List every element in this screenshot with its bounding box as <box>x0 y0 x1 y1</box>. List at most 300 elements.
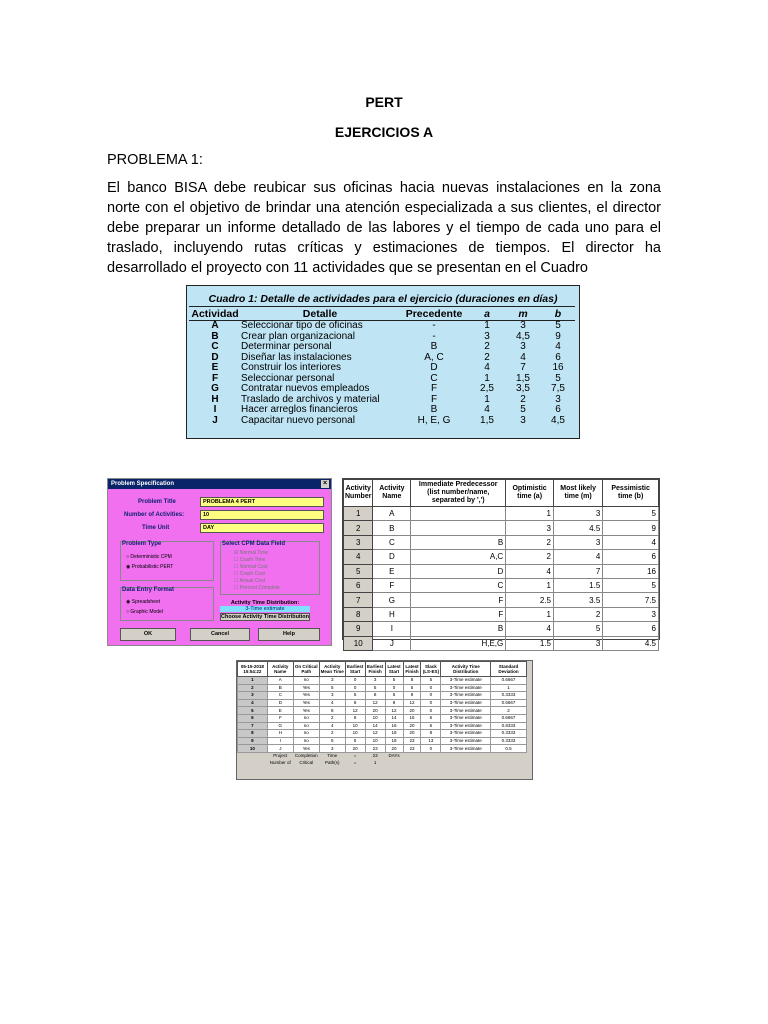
sheet-cell[interactable]: H <box>373 607 411 621</box>
cuadro-cell: 4,5 <box>551 414 565 426</box>
cuadro-cell: Hacer arreglos financieros <box>241 404 358 415</box>
cuadro-header: b <box>541 307 575 321</box>
results-cell: 3-Time estimate <box>441 699 491 707</box>
cuadro-cell: 4 <box>555 341 561 352</box>
sheet-cell[interactable]: G <box>373 593 411 607</box>
results-cell: 3 <box>319 745 345 753</box>
cuadro-caption: Cuadro 1: Detalle de actividades para el ejercicio (duraciones en días) <box>208 293 558 305</box>
cuadro-cell: B <box>430 341 438 352</box>
results-cell: 8 <box>421 730 441 738</box>
cuadro-cell: 1,5 <box>516 372 530 384</box>
results-cell: 3-Time estimate <box>441 714 491 722</box>
results-cell: 0.3333 <box>491 737 527 745</box>
sheet-cell[interactable]: 7.5 <box>603 593 659 607</box>
cuadro-cell: 2 <box>484 351 490 363</box>
sheet-cell[interactable]: B <box>411 535 506 549</box>
sheet-cell[interactable]: 4 <box>506 622 554 636</box>
results-header-row <box>238 662 527 677</box>
table-row <box>238 722 527 730</box>
results-cell: 5 <box>385 692 403 700</box>
results-cell: 10 <box>365 714 385 722</box>
sheet-cell[interactable]: 4.5 <box>553 521 602 535</box>
sheet-header: Activity Number <box>344 480 373 507</box>
cuadro-cell: - <box>432 330 436 342</box>
cuadro-row <box>189 384 575 395</box>
cuadro-header: Actividad <box>189 307 241 321</box>
table-row <box>344 550 659 564</box>
crash-time-checkbox[interactable]: ☐ Crash Time <box>234 557 266 563</box>
cuadro-cell: F <box>211 372 219 384</box>
sheet-cell[interactable]: 1 <box>506 607 554 621</box>
sheet-cell[interactable]: 1 <box>506 578 554 592</box>
cuadro-cell: C <box>430 372 438 384</box>
cuadro-cell: 4 <box>484 404 490 415</box>
cuadro-cell: I <box>213 404 217 415</box>
row-number: 2 <box>344 521 373 535</box>
table-row <box>344 593 659 607</box>
radio-label: Probabilistic PERT <box>131 564 174 570</box>
checkbox-label: Crash Cost <box>239 571 265 577</box>
sheet-cell[interactable]: 2 <box>506 535 554 549</box>
results-footer-row <box>238 760 527 767</box>
table-row <box>238 707 527 715</box>
num-activities-label: Number of Activities: <box>124 512 185 518</box>
sheet-cell[interactable]: 2 <box>553 607 602 621</box>
activity-table <box>343 479 659 651</box>
table-row <box>238 684 527 692</box>
ok-button[interactable]: OK <box>120 628 176 641</box>
crash-cost-checkbox[interactable]: ☐ Crash Cost <box>234 571 265 577</box>
results-cell: 3 <box>365 677 385 685</box>
table-row <box>344 578 659 592</box>
results-cell: 5 <box>319 737 345 745</box>
results-cell: no <box>293 714 319 722</box>
results-cell: A <box>267 677 293 685</box>
results-cell: 23 <box>403 737 421 745</box>
table-row <box>344 507 659 521</box>
results-cell: 2 <box>319 714 345 722</box>
cuadro-cell: A, C <box>424 351 444 363</box>
percent-complete-checkbox[interactable]: ☐ Percent Complete <box>234 585 280 591</box>
results-cell: 18 <box>385 737 403 745</box>
sheet-cell[interactable]: 2.5 <box>506 593 554 607</box>
cuadro-cell: Seleccionar personal <box>241 372 335 384</box>
row-number: 3 <box>344 535 373 549</box>
results-cell: 6 <box>421 714 441 722</box>
results-cell: Yes <box>293 745 319 753</box>
table-row <box>238 677 527 685</box>
results-table <box>237 661 527 766</box>
footer-cell: Path(s) <box>319 760 345 767</box>
results-cell: 8 <box>385 699 403 707</box>
sheet-cell[interactable]: 4 <box>553 550 602 564</box>
cuadro-cell: 3,5 <box>516 383 530 394</box>
cuadro-cell: 6 <box>555 404 561 415</box>
cuadro-cell: - <box>432 320 436 331</box>
cuadro-cell: 3 <box>520 414 526 426</box>
sheet-cell[interactable]: 3 <box>553 535 602 549</box>
results-cell: 14 <box>385 714 403 722</box>
results-cell: 0.6667 <box>491 677 527 685</box>
sheet-cell[interactable]: 1.5 <box>553 578 602 592</box>
cuadro-1-image <box>186 285 580 439</box>
sheet-cell[interactable]: 1 <box>506 507 554 521</box>
table-row <box>238 699 527 707</box>
cuadro-cell: Determinar personal <box>241 341 332 352</box>
results-cell: 10 <box>365 737 385 745</box>
results-cell: 5 <box>403 684 421 692</box>
checkbox-label: Normal Time <box>239 550 269 556</box>
cuadro-cell: 2,5 <box>480 383 494 394</box>
results-cell: C <box>267 692 293 700</box>
results-cell: 20 <box>385 745 403 753</box>
cuadro-cell: Contratar nuevos empleados <box>241 383 370 394</box>
table-row <box>344 607 659 621</box>
results-cell: Yes <box>293 707 319 715</box>
results-cell: I <box>267 737 293 745</box>
row-number: 4 <box>238 699 268 707</box>
cpm-field-label: Select CPM Data Field <box>222 541 286 547</box>
cuadro-cell: 1 <box>484 320 490 331</box>
cuadro-row <box>189 342 575 353</box>
spreadsheet-radio[interactable]: ◉ Spreadsheet <box>126 599 161 605</box>
cuadro-cell: E <box>211 362 219 373</box>
sheet-cell[interactable]: 5 <box>603 507 659 521</box>
row-number: 7 <box>344 593 373 607</box>
row-number: 10 <box>238 745 268 753</box>
results-cell: 14 <box>365 722 385 730</box>
probabilistic-pert-radio[interactable]: ◉ Probabilistic PERT <box>126 564 174 570</box>
results-cell: no <box>293 737 319 745</box>
results-cell: Yes <box>293 692 319 700</box>
sheet-cell[interactable]: 4 <box>506 564 554 578</box>
cuadro-header: Detalle <box>241 307 399 321</box>
activity-time-distribution <box>220 600 310 621</box>
sheet-cell[interactable]: I <box>373 622 411 636</box>
sheet-cell[interactable]: 3 <box>603 607 659 621</box>
cuadro-cell: H, E, G <box>417 414 451 426</box>
results-header: Activity Time Distribution <box>441 662 491 677</box>
results-cell: 2 <box>319 730 345 738</box>
sheet-cell[interactable] <box>411 507 506 521</box>
problem-paragraph <box>107 178 661 278</box>
table-row <box>238 730 527 738</box>
results-cell: 8 <box>403 692 421 700</box>
sheet-cell[interactable]: 9 <box>603 521 659 535</box>
table-row <box>238 745 527 753</box>
cuadro-cell: 2 <box>520 393 526 405</box>
results-cell: 20 <box>365 707 385 715</box>
sheet-cell[interactable] <box>411 521 506 535</box>
sheet-cell[interactable]: 7 <box>553 564 602 578</box>
results-cell: 0.6667 <box>491 699 527 707</box>
row-number: 5 <box>344 564 373 578</box>
cuadro-cell: C <box>211 341 219 352</box>
blank-cell <box>238 752 268 759</box>
sheet-cell[interactable]: F <box>373 578 411 592</box>
cuadro-cell: 9 <box>555 330 561 342</box>
problem-type-label: Problem Type <box>122 541 162 547</box>
sheet-cell[interactable]: 3 <box>506 521 554 535</box>
sheet-cell[interactable]: 16 <box>603 564 659 578</box>
sheet-cell[interactable]: F <box>411 593 506 607</box>
paragraph-line: debe preparar un informe detallado de las labores y el tiempo de cada uno para el <box>107 220 661 236</box>
cuadro-cell: 4 <box>520 351 526 363</box>
sheet-cell[interactable]: 3 <box>553 507 602 521</box>
sheet-cell[interactable]: B <box>373 521 411 535</box>
deterministic-cpm-radio[interactable]: ○ Deterministic CPM <box>126 554 172 560</box>
graphic-model-radio[interactable]: ○ Graphic Model <box>126 609 163 615</box>
results-cell: 0 <box>345 677 365 685</box>
cuadro-cell: 16 <box>552 362 564 373</box>
checkbox-label: Normal Cost <box>239 564 268 570</box>
results-header: Activity Name <box>267 662 293 677</box>
results-header: Latest Start <box>385 662 403 677</box>
checkbox-label: Actual Cost <box>239 578 266 584</box>
atd-label: Activity Time Distribution: <box>230 600 300 606</box>
cuadro-cell: B <box>211 330 219 342</box>
blank-cell <box>403 752 526 759</box>
choose-atd-button[interactable]: Choose Activity Time Distribution <box>221 614 310 620</box>
cuadro-cell: 7,5 <box>551 383 565 394</box>
atd-value: 3-Time estimate <box>220 606 310 612</box>
results-cell: 3-Time estimate <box>441 707 491 715</box>
cancel-button[interactable]: Cancel <box>190 628 250 641</box>
paragraph-line: traslado, incluyendo rutas críticas y estimaciones de tiempos. El director ha <box>107 240 661 256</box>
results-cell: 5 <box>345 737 365 745</box>
results-cell: no <box>293 730 319 738</box>
results-cell: 13 <box>421 737 441 745</box>
cuadro-cell: 1 <box>484 372 490 384</box>
paragraph-line: El banco BISA debe reubicar sus oficinas hacia nuevas instalaciones en la zona <box>107 180 661 196</box>
cuadro-cell: 4 <box>484 362 490 373</box>
sheet-cell[interactable]: C <box>373 535 411 549</box>
sheet-cell[interactable]: D <box>373 550 411 564</box>
sheet-cell[interactable]: E <box>373 564 411 578</box>
row-number: 8 <box>238 730 268 738</box>
num-activities-input[interactable]: 10 <box>200 510 324 520</box>
results-cell: 0.8333 <box>491 722 527 730</box>
row-number: 8 <box>344 607 373 621</box>
results-cell: 0 <box>385 684 403 692</box>
sheet-cell[interactable]: B <box>411 622 506 636</box>
cuadro-row <box>189 416 575 427</box>
footer-cell: Completion <box>294 753 318 759</box>
results-cell: 18 <box>385 730 403 738</box>
sheet-header-row <box>344 480 659 507</box>
results-cell: 0.5 <box>491 745 527 753</box>
cuadro-row <box>189 321 575 332</box>
footer-cell: DAYs <box>385 752 403 759</box>
results-cell: 20 <box>403 707 421 715</box>
row-number: 3 <box>238 692 268 700</box>
checkbox-label: Crash Time <box>239 557 266 563</box>
table-row <box>344 564 659 578</box>
results-cell: Yes <box>293 684 319 692</box>
footer-cell: = <box>345 760 365 767</box>
results-cell: 0 <box>421 692 441 700</box>
cuadro-header: Precedente <box>399 307 469 321</box>
results-cell: 0 <box>421 684 441 692</box>
results-cell: 6 <box>421 722 441 730</box>
results-cell: 12 <box>403 699 421 707</box>
results-cell: 5 <box>319 684 345 692</box>
cuadro-cell: 5 <box>520 404 526 415</box>
results-cell: 3-Time estimate <box>441 722 491 730</box>
results-header: Earliest Start <box>345 662 365 677</box>
time-unit-input[interactable]: DAY <box>200 523 324 533</box>
cuadro-cell: F <box>430 383 438 394</box>
cuadro-cell: H <box>211 393 219 405</box>
results-cell: E <box>267 707 293 715</box>
results-cell: 0.6667 <box>491 714 527 722</box>
results-cell: 23 <box>403 745 421 753</box>
sheet-cell[interactable]: F <box>411 607 506 621</box>
results-cell: 16 <box>403 714 421 722</box>
results-header: Slack (LS-ES) <box>421 662 441 677</box>
actual-cost-checkbox[interactable]: ☐ Actual Cost <box>234 578 266 584</box>
footer-cell: Critical <box>293 760 319 767</box>
table-row <box>344 535 659 549</box>
row-number: 1 <box>238 677 268 685</box>
help-button[interactable]: Help <box>258 628 320 641</box>
results-cell: 5 <box>365 684 385 692</box>
results-cell: 2 <box>491 707 527 715</box>
results-cell: no <box>293 722 319 730</box>
row-number: 1 <box>344 507 373 521</box>
cuadro-cell: 5 <box>555 320 561 331</box>
results-cell: 8 <box>345 714 365 722</box>
cuadro-cell: 4,5 <box>516 330 530 342</box>
sheet-cell[interactable]: C <box>411 578 506 592</box>
results-header: Standard Deviation <box>491 662 527 677</box>
sheet-cell[interactable]: 5 <box>553 622 602 636</box>
results-cell: 12 <box>365 699 385 707</box>
sheet-header: Immediate Predecessor (list number/name, separated by ',') <box>411 480 506 507</box>
close-icon[interactable]: × <box>322 480 328 487</box>
results-cell: 0 <box>421 699 441 707</box>
cuadro-cell: Diseñar las instalaciones <box>241 351 352 363</box>
normal-cost-checkbox[interactable]: ☐ Normal Cost <box>234 564 268 570</box>
row-number: 6 <box>238 714 268 722</box>
footer-cell: Time <box>319 752 345 759</box>
cuadro-cell: D <box>430 362 438 373</box>
time-unit-label: Time Unit <box>142 525 170 531</box>
sheet-cell[interactable]: J <box>373 636 411 650</box>
row-number: 9 <box>344 622 373 636</box>
sheet-cell[interactable]: 1.5 <box>506 636 554 650</box>
results-cell: 10 <box>345 722 365 730</box>
cuadro-table <box>189 306 575 426</box>
sheet-header: Pessimistic time (b) <box>603 480 659 507</box>
row-number: 5 <box>238 707 268 715</box>
row-number: 9 <box>238 737 268 745</box>
sheet-cell[interactable]: 5 <box>603 578 659 592</box>
sheet-cell[interactable]: A,C <box>411 550 506 564</box>
row-number: 7 <box>238 722 268 730</box>
cuadro-cell: A <box>211 320 219 331</box>
cuadro-row <box>189 363 575 374</box>
results-cell: 3-Time estimate <box>441 737 491 745</box>
sheet-cell[interactable]: 4.5 <box>603 636 659 650</box>
results-cell: F <box>267 714 293 722</box>
paragraph-line: desarrollado el proyecto con 11 actividades que se presentan en el Cuadro <box>107 260 588 276</box>
problem-heading: PROBLEMA 1: <box>107 152 203 168</box>
results-cell: 23 <box>365 745 385 753</box>
cuadro-cell: Capacitar nuevo personal <box>241 414 355 426</box>
sheet-cell[interactable]: H,E,G <box>411 636 506 650</box>
results-cell: 5 <box>385 677 403 685</box>
sheet-header: Most likely time (m) <box>553 480 602 507</box>
table-row <box>238 714 527 722</box>
table-row <box>238 737 527 745</box>
cuadro-cell: G <box>211 383 219 394</box>
results-cell: 3-Time estimate <box>441 730 491 738</box>
results-cell: 5 <box>421 677 441 685</box>
sheet-cell[interactable]: 3 <box>553 636 602 650</box>
problem-title-input[interactable]: PROBLEMA 4 PERT <box>200 497 324 507</box>
table-row <box>344 622 659 636</box>
cuadro-row <box>189 405 575 416</box>
results-cell: 20 <box>403 722 421 730</box>
problem-type-group <box>120 541 214 581</box>
cuadro-header: a <box>469 307 505 321</box>
document-title: PERT <box>365 94 403 110</box>
results-header: Activity Mean Time <box>319 662 345 677</box>
sheet-cell[interactable]: D <box>411 564 506 578</box>
results-cell: 10 <box>345 730 365 738</box>
results-cell: 4 <box>319 722 345 730</box>
row-number: 2 <box>238 684 268 692</box>
results-footer-row <box>238 752 527 759</box>
sheet-cell[interactable]: A <box>373 507 411 521</box>
results-cell: G <box>267 722 293 730</box>
results-cell: J <box>267 745 293 753</box>
dialog-titlebar <box>108 479 331 489</box>
sheet-cell[interactable]: 6 <box>603 550 659 564</box>
footer-cell: 1 <box>365 760 385 767</box>
footer-cell: 23 <box>365 752 385 759</box>
results-header: Earliest Finish <box>365 662 385 677</box>
results-cell: 20 <box>345 745 365 753</box>
normal-time-checkbox[interactable]: ☒ Normal Time <box>234 550 269 556</box>
results-cell: 8 <box>403 677 421 685</box>
results-cell: 0 <box>421 745 441 753</box>
sheet-cell[interactable]: 2 <box>506 550 554 564</box>
table-row <box>344 521 659 535</box>
sheet-cell[interactable]: 4 <box>603 535 659 549</box>
results-cell: 0.3333 <box>491 692 527 700</box>
sheet-header: Optimistic time (a) <box>506 480 554 507</box>
results-cell: 3-Time estimate <box>441 745 491 753</box>
row-number: 4 <box>344 550 373 564</box>
results-cell: 3 <box>319 692 345 700</box>
results-cell: 3-Time estimate <box>441 684 491 692</box>
results-cell: D <box>267 699 293 707</box>
blank-cell <box>385 760 526 767</box>
sheet-cell[interactable]: 6 <box>603 622 659 636</box>
results-header: On Critical Path <box>293 662 319 677</box>
results-cell: H <box>267 730 293 738</box>
cuadro-cell: B <box>430 404 438 415</box>
sheet-cell[interactable]: 3.5 <box>553 593 602 607</box>
blank-cell <box>238 760 268 767</box>
results-cell: 0 <box>421 707 441 715</box>
activity-spreadsheet <box>342 478 660 648</box>
radio-label: Deterministic CPM <box>130 554 172 560</box>
results-cell: 8 <box>345 699 365 707</box>
cuadro-cell: 3 <box>555 393 561 405</box>
